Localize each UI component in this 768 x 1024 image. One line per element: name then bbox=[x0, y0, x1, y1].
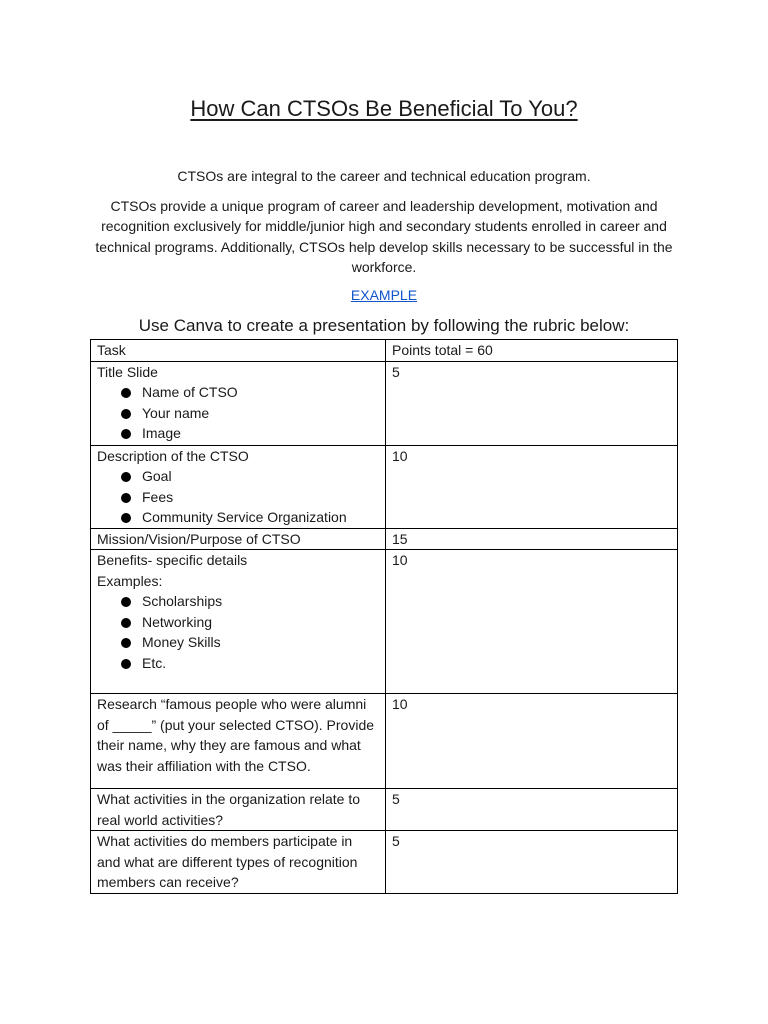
list-item: Etc. bbox=[121, 653, 379, 674]
bullet-icon bbox=[121, 618, 131, 628]
points-cell: 10 bbox=[386, 550, 678, 694]
rubric-table bbox=[90, 339, 678, 894]
task-label: Benefits- specific details bbox=[97, 552, 248, 568]
bullet-icon bbox=[121, 429, 131, 439]
table-row bbox=[91, 445, 678, 528]
points-cell: 10 bbox=[386, 694, 678, 789]
task-label: Title Slide bbox=[97, 363, 158, 380]
list-item: Your name bbox=[121, 403, 379, 424]
header-points: Points total = 60 bbox=[386, 340, 678, 362]
points-cell: 10 bbox=[386, 445, 678, 528]
bullet-icon bbox=[121, 638, 131, 648]
bullet-icon bbox=[121, 388, 131, 398]
bullet-icon bbox=[121, 513, 131, 523]
table-row bbox=[91, 831, 678, 894]
table-row bbox=[91, 694, 678, 789]
intro-paragraph-1: CTSOs are integral to the career and technical education program. bbox=[177, 168, 591, 184]
list-item: Scholarships bbox=[121, 591, 379, 612]
table-row bbox=[91, 550, 678, 694]
points-cell: 5 bbox=[386, 831, 678, 894]
example-link[interactable]: EXAMPLE bbox=[350, 287, 418, 303]
list-item: Goal bbox=[121, 466, 379, 487]
points-cell: 15 bbox=[386, 528, 678, 550]
bullet-list bbox=[97, 591, 379, 673]
table-row bbox=[91, 789, 678, 831]
list-item: Fees bbox=[121, 487, 379, 508]
intro-paragraph-2: CTSOs provide a unique program of career and leadership development, motivation and recognition exclusively for middle/junior high and secondary students enrolled in career and technical programs. Additionally, CTSOs help develop skills necessary to be successful in the workforce. bbox=[95, 197, 673, 275]
bullet-icon bbox=[121, 597, 131, 607]
bullet-icon bbox=[121, 493, 131, 503]
table-row bbox=[91, 361, 678, 445]
bullet-icon bbox=[121, 472, 131, 482]
task-cell: Research “famous people who were alumni of _____” (put your selected CTSO). Provide their name, why they are famous and what was their affiliation with the CTSO. bbox=[91, 694, 386, 789]
bullet-icon bbox=[121, 659, 131, 669]
bullet-list bbox=[97, 382, 379, 444]
list-item: Name of CTSO bbox=[121, 382, 379, 403]
task-cell: Mission/Vision/Purpose of CTSO bbox=[91, 528, 386, 550]
table-row bbox=[91, 528, 678, 550]
task-cell bbox=[91, 361, 386, 445]
task-cell: What activities in the organization relate to real world activities? bbox=[91, 789, 386, 831]
page-title: How Can CTSOs Be Beneficial To You? bbox=[190, 96, 578, 121]
instruction-text: Use Canva to create a presentation by following the rubric below: bbox=[138, 316, 630, 335]
points-cell: 5 bbox=[386, 361, 678, 445]
points-cell: 5 bbox=[386, 789, 678, 831]
task-cell bbox=[91, 445, 386, 528]
task-cell: What activities do members participate in and what are different types of recognition members can receive? bbox=[91, 831, 386, 894]
task-sublabel: Examples: bbox=[97, 572, 163, 589]
list-item: Community Service Organization bbox=[121, 507, 379, 528]
list-item: Networking bbox=[121, 612, 379, 633]
header-task: Task bbox=[91, 340, 386, 362]
bullet-list bbox=[97, 466, 379, 528]
bullet-icon bbox=[121, 409, 131, 419]
table-header-row bbox=[91, 340, 678, 362]
task-label: Description of the CTSO bbox=[97, 447, 249, 464]
list-item: Image bbox=[121, 423, 379, 444]
list-item: Money Skills bbox=[121, 632, 379, 653]
task-cell bbox=[91, 550, 386, 694]
intro-text bbox=[86, 166, 682, 287]
